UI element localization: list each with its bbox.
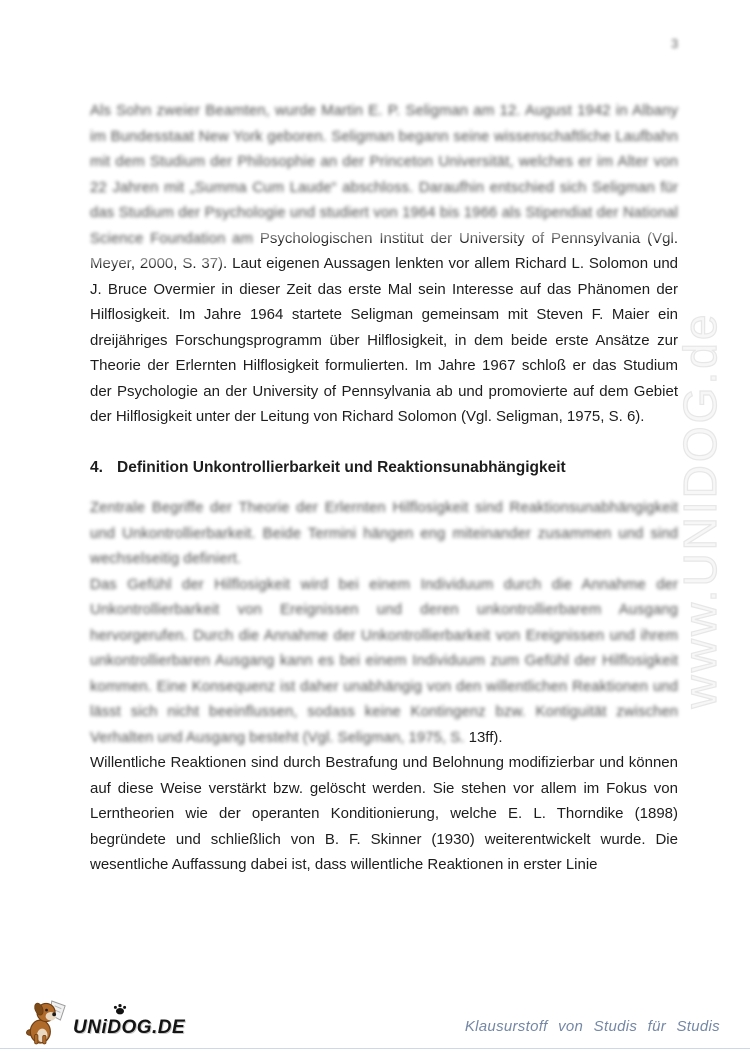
section-number: 4. [90,458,103,476]
clear-text-block-1: Laut eigenen Aussagen lenkten vor allem Richard L. Solomon und J. Bruce Overmier in dieser Zeit das erste Mal sein Interesse auf das Phänomen der Hilflosigkeit. Im Jahre 1964 startete Seligman gemeinsam mit Steven F. Maier ein dreijähriges Forschungsprogramm über Hilflosigkeit, in dem beide erste Ansätze zur Theorie der Erlernten Hilflosigkeit formulierten. Im Jahre 1967 schloß er das Studium der Psychologie an der University of Pennsylvania ab und promovierte auf dem Gebiet der Hilflosigkeit unter der Leitung von Richard Solomon (Vgl. Seligman, 1975, S. 6). [90,255,678,425]
fade-transition-line: Psychologischen Institut der University of Pennsylvania (Vgl. Meyer, 2000, S. 37). [90,229,678,272]
unidog-logo [26,999,185,1049]
clear-text-block-2: 13ff). [468,728,503,746]
paragraph-biography [90,98,678,430]
paw-print-icon [113,1002,127,1020]
section-title: Definition Unkontrollierbarkeit und Reaktionsunabhängigkeit [117,458,566,476]
paragraph-reactions: Willentliche Reaktionen sind durch Bestrafung und Belohnung modifizierbar und können auf diese Weise verstärkt bzw. gelöscht werden. Sie stehen vor allem im Fokus von Lerntheorien wie der operanten Konditionierung, welche E. L. Thorndike (1898) begründete und schließlich von B. F. Skinner (1930) weiterentwickelt wurde. Die wesentliche Auffassung dabei ist, dass willentliche Reaktionen in erster Linie [90,754,678,873]
logo-wordmark: UNiDOG.DE [73,1017,186,1038]
watermark-unidog: www.UNIDOG.de [674,311,726,709]
blurred-text-block-2b: Das Gefühl der Hilflosigkeit wird bei einem Individuum durch die Annahme der Unkontrollierbarkeit von Ereignissen und deren unkontrollierbarem Ausgang hervorgerufen. Durch die Annahme der Unkontrollierbarkeit von Ereignissen und ihrem unkontrollierbaren Ausgang kann es bei einem Individuum zum Gefühl der Hilflosigkeit kommen. Eine Konsequenz ist daher unabhängig von den willentlichen Reaktionen und lässt sich nicht beeinflussen, sodass keine Kontingenz bzw. Kontiguität zwischen Verhalten und Ausgang besteht (Vgl. Seligman, 1975, S. [90,575,678,746]
blurred-text-block-1: Als Sohn zweier Beamten, wurde Martin E. P. Seligman am 12. August 1942 in Albany im Bundesstaat New York geboren. Seligman begann seine wissenschaftliche Laufbahn mit dem Studium der Philosophie an der Princeton Universität, welches er im Alter von 22 Jahren mit „Summa Cum Laude“ abschloss. Daraufhin entschied sich Seligman für das Studium der Psychologie und studiert von 1964 bis 1966 als Stipendiat der National Science Foundation am [90,102,678,247]
document-body [90,98,678,878]
paragraph-definition [90,495,678,750]
dog-mascot-icon [26,998,68,1051]
blurred-text-block-2a: Zentrale Begriffe der Theorie der Erlernten Hilflosigkeit sind Reaktionsunabhängigkeit und Unkontrollierbarkeit. Beide Termini hängen eng miteinander zusammen und sind wechselseitig definiert. [90,499,678,567]
page-number: 3 [671,36,679,51]
section-heading [90,455,678,481]
footer-tagline: Klausurstoff von Studis für Studis [464,1018,720,1035]
